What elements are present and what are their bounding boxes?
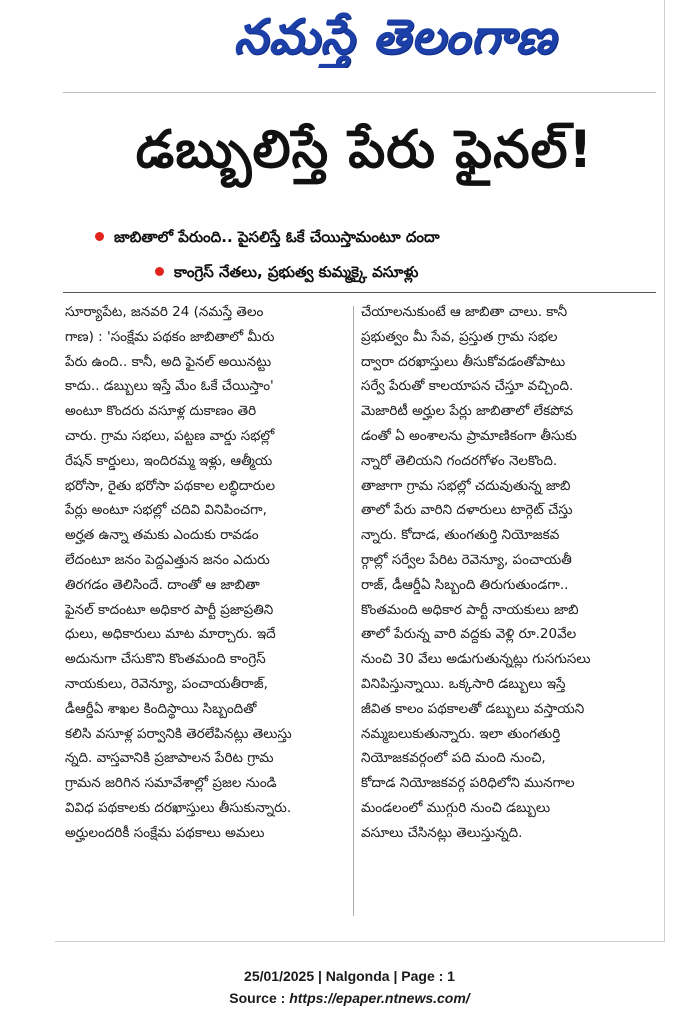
article-line: తాలో పేరున్న వారి వద్దకు వెళ్లి రూ.20వేల — [361, 626, 577, 643]
article-line: చేయాలనుకుంటే ఆ జాబితా చాలు. కానీ — [361, 304, 568, 320]
masthead-divider — [63, 92, 656, 93]
article-line: భరోసా, రైతు భరోసా పథకాల లబ్ధిదారుల — [65, 477, 276, 494]
article-line: న్నది. వాస్తవానికి ప్రజాపాలన పేరిట గ్రామ — [65, 750, 274, 767]
article-line: కలిసి వసూళ్ల పర్వానికి తెరలేపినట్లు తెలుస్తు — [65, 725, 292, 742]
article-line: డంతో ఏ అంశాలను ప్రామాణికంగా తీసుకు — [361, 427, 577, 444]
article-column-left — [65, 300, 351, 846]
newspaper-masthead: నమస్తే తెలంగాణ — [233, 9, 557, 65]
article-line: వివిధ పథకాలకు దరఖాస్తులు తీసుకున్నారు. — [65, 799, 292, 816]
footer-date-edition: 25/01/2025 | Nalgonda | Page : 1 — [244, 968, 455, 984]
article-line: పేర్లు అంటూ సభల్లో చదివి వినిపించగా, — [65, 502, 267, 519]
article-line: అర్హత ఉన్నా తమకు ఎందుకు రావడం — [65, 527, 259, 544]
article-line: డీఆర్డీఏ శాఖల కిందిస్థాయి సిబ్బందితో — [65, 700, 257, 717]
article-line: సర్వే పేరుతో కాలయాపన చేస్తూ వచ్చింది. — [361, 378, 574, 395]
column-divider — [353, 306, 354, 916]
article-line: తిరగడం తెలిసిందే. దాంతో ఆ జాబితా — [65, 576, 260, 593]
article-line: అర్హులందరికీ సంక్షేమ పథకాలు అమలు — [65, 824, 265, 841]
bullet-dot-icon — [155, 267, 164, 276]
bullet-dot-icon — [95, 232, 104, 241]
article-line: చారు. గ్రామ సభలు, పట్టణ వార్డు సభల్లో — [65, 427, 275, 444]
footer-source — [0, 990, 699, 1006]
article-line: కాదు.. డబ్బులు ఇస్తే మేం ఓకే చేయిస్తాం' — [65, 378, 274, 395]
article-line: మెజారిటీ అర్హుల పేర్లు జాబితాలో లేకపోవ — [361, 403, 574, 420]
article-line: న్నారో తెలియని గందరగోళం నెలకొంది. — [361, 452, 558, 469]
article-line: వసూలు చేసినట్లు తెలుస్తున్నది. — [361, 824, 523, 841]
article-line: రాజ్, డీఆర్డీఏ సిబ్బంది తిరుగుతుండగా.. — [361, 576, 569, 593]
article-line: ధులు, అధికారులు మాట మార్చారు. ఇదే — [65, 626, 276, 643]
article-line: నమ్మబలుకుతున్నారు. ఇలా తుంగతుర్తి — [361, 725, 561, 742]
article-line: సూర్యాపేట, జనవరి 24 (నమస్తే తెలం — [65, 304, 264, 320]
article-line: నుంచి 30 వేలు అడుగుతున్నట్లు గుసగుసలు — [361, 651, 591, 668]
article-line: లేదంటూ జనం పెద్దఎత్తున జనం ఎదురు — [65, 551, 270, 568]
article-line: జీవిత కాలం పథకాలతో డబ్బులు వస్తాయని — [361, 700, 585, 717]
source-link[interactable]: https://epaper.ntnews.com/ — [289, 990, 470, 1006]
news-clipping — [55, 0, 665, 942]
article-line: తాలో పేరు వారిని దళారులు టార్గెట్ చేస్తు — [361, 502, 573, 519]
article-line: పేరు ఉంది.. కానీ, అది ఫైనల్ అయినట్టు — [65, 353, 272, 370]
article-line: తాజాగా గ్రామ సభల్లో చదువుతున్న జాబి — [361, 477, 571, 494]
article-line: వినిపిస్తున్నాయి. ఒక్కసారి డబ్బులు ఇస్తే — [361, 675, 566, 692]
article-headline: డబ్బులిస్తే పేరు ఫైనల్! — [135, 120, 594, 180]
article-line: గ్రామన జరిగిన సమావేశాల్లో ప్రజల నుండి — [65, 775, 277, 792]
source-label: Source : — [229, 990, 290, 1006]
article-column-right — [361, 300, 647, 846]
subhead-2-text: కాంగ్రెస్ నేతలు, ప్రభుత్వ కుమ్మక్కై వసూళ్లు — [174, 263, 419, 281]
subhead-divider — [63, 292, 656, 293]
article-line: అంటూ కొందరు వసూళ్ల దుకాణం తెరి — [65, 403, 257, 420]
subhead-1-text: జాబితాలో పేరుంది.. పైసలిస్తే ఓకే చేయిస్తామంటూ దందా — [114, 228, 440, 246]
article-line: కోదాడ నియోజకవర్గ పరిధిలోని మునగాల — [361, 775, 575, 792]
article-line: ఫైనల్ కాదంటూ అధికార పార్టీ ప్రజాప్రతిని — [65, 601, 274, 618]
article-line: నియోజకవర్గంలో పది మంది నుంచి, — [361, 750, 546, 767]
subhead-2 — [155, 259, 418, 285]
article-line: కొంతమంది అధికార పార్టీ నాయకులు జాబి — [361, 601, 579, 618]
article-line: రేషన్ కార్డులు, ఇందిరమ్మ ఇళ్లు, ఆత్మీయ — [65, 452, 273, 469]
article-line: అదునుగా చేసుకొని కొంతమంది కాంగ్రెస్ — [65, 651, 266, 668]
article-line: మండలంలో ముగ్గురి నుంచి డబ్బులు — [361, 799, 551, 816]
article-line: న్నారు. కోదాడ, తుంగతుర్తి నియోజకవ — [361, 527, 560, 544]
article-line: ర్గాల్లో సర్వేల పేరిట రెవెన్యూ, పంచాయతీ — [361, 551, 572, 568]
article-line: ద్వారా దరఖాస్తులు తీసుకోవడంతోపాటు — [361, 353, 566, 370]
article-line: నాయకులు, రెవెన్యూ, పంచాయతీరాజ్, — [65, 675, 268, 692]
article-line: గాణ) : 'సంక్షేమ పథకం జాబితాలో మీరు — [65, 328, 275, 345]
subhead-1 — [95, 224, 440, 250]
article-line: ప్రభుత్వం మీ సేవ, ప్రస్తుత గ్రామ సభల — [361, 328, 558, 345]
